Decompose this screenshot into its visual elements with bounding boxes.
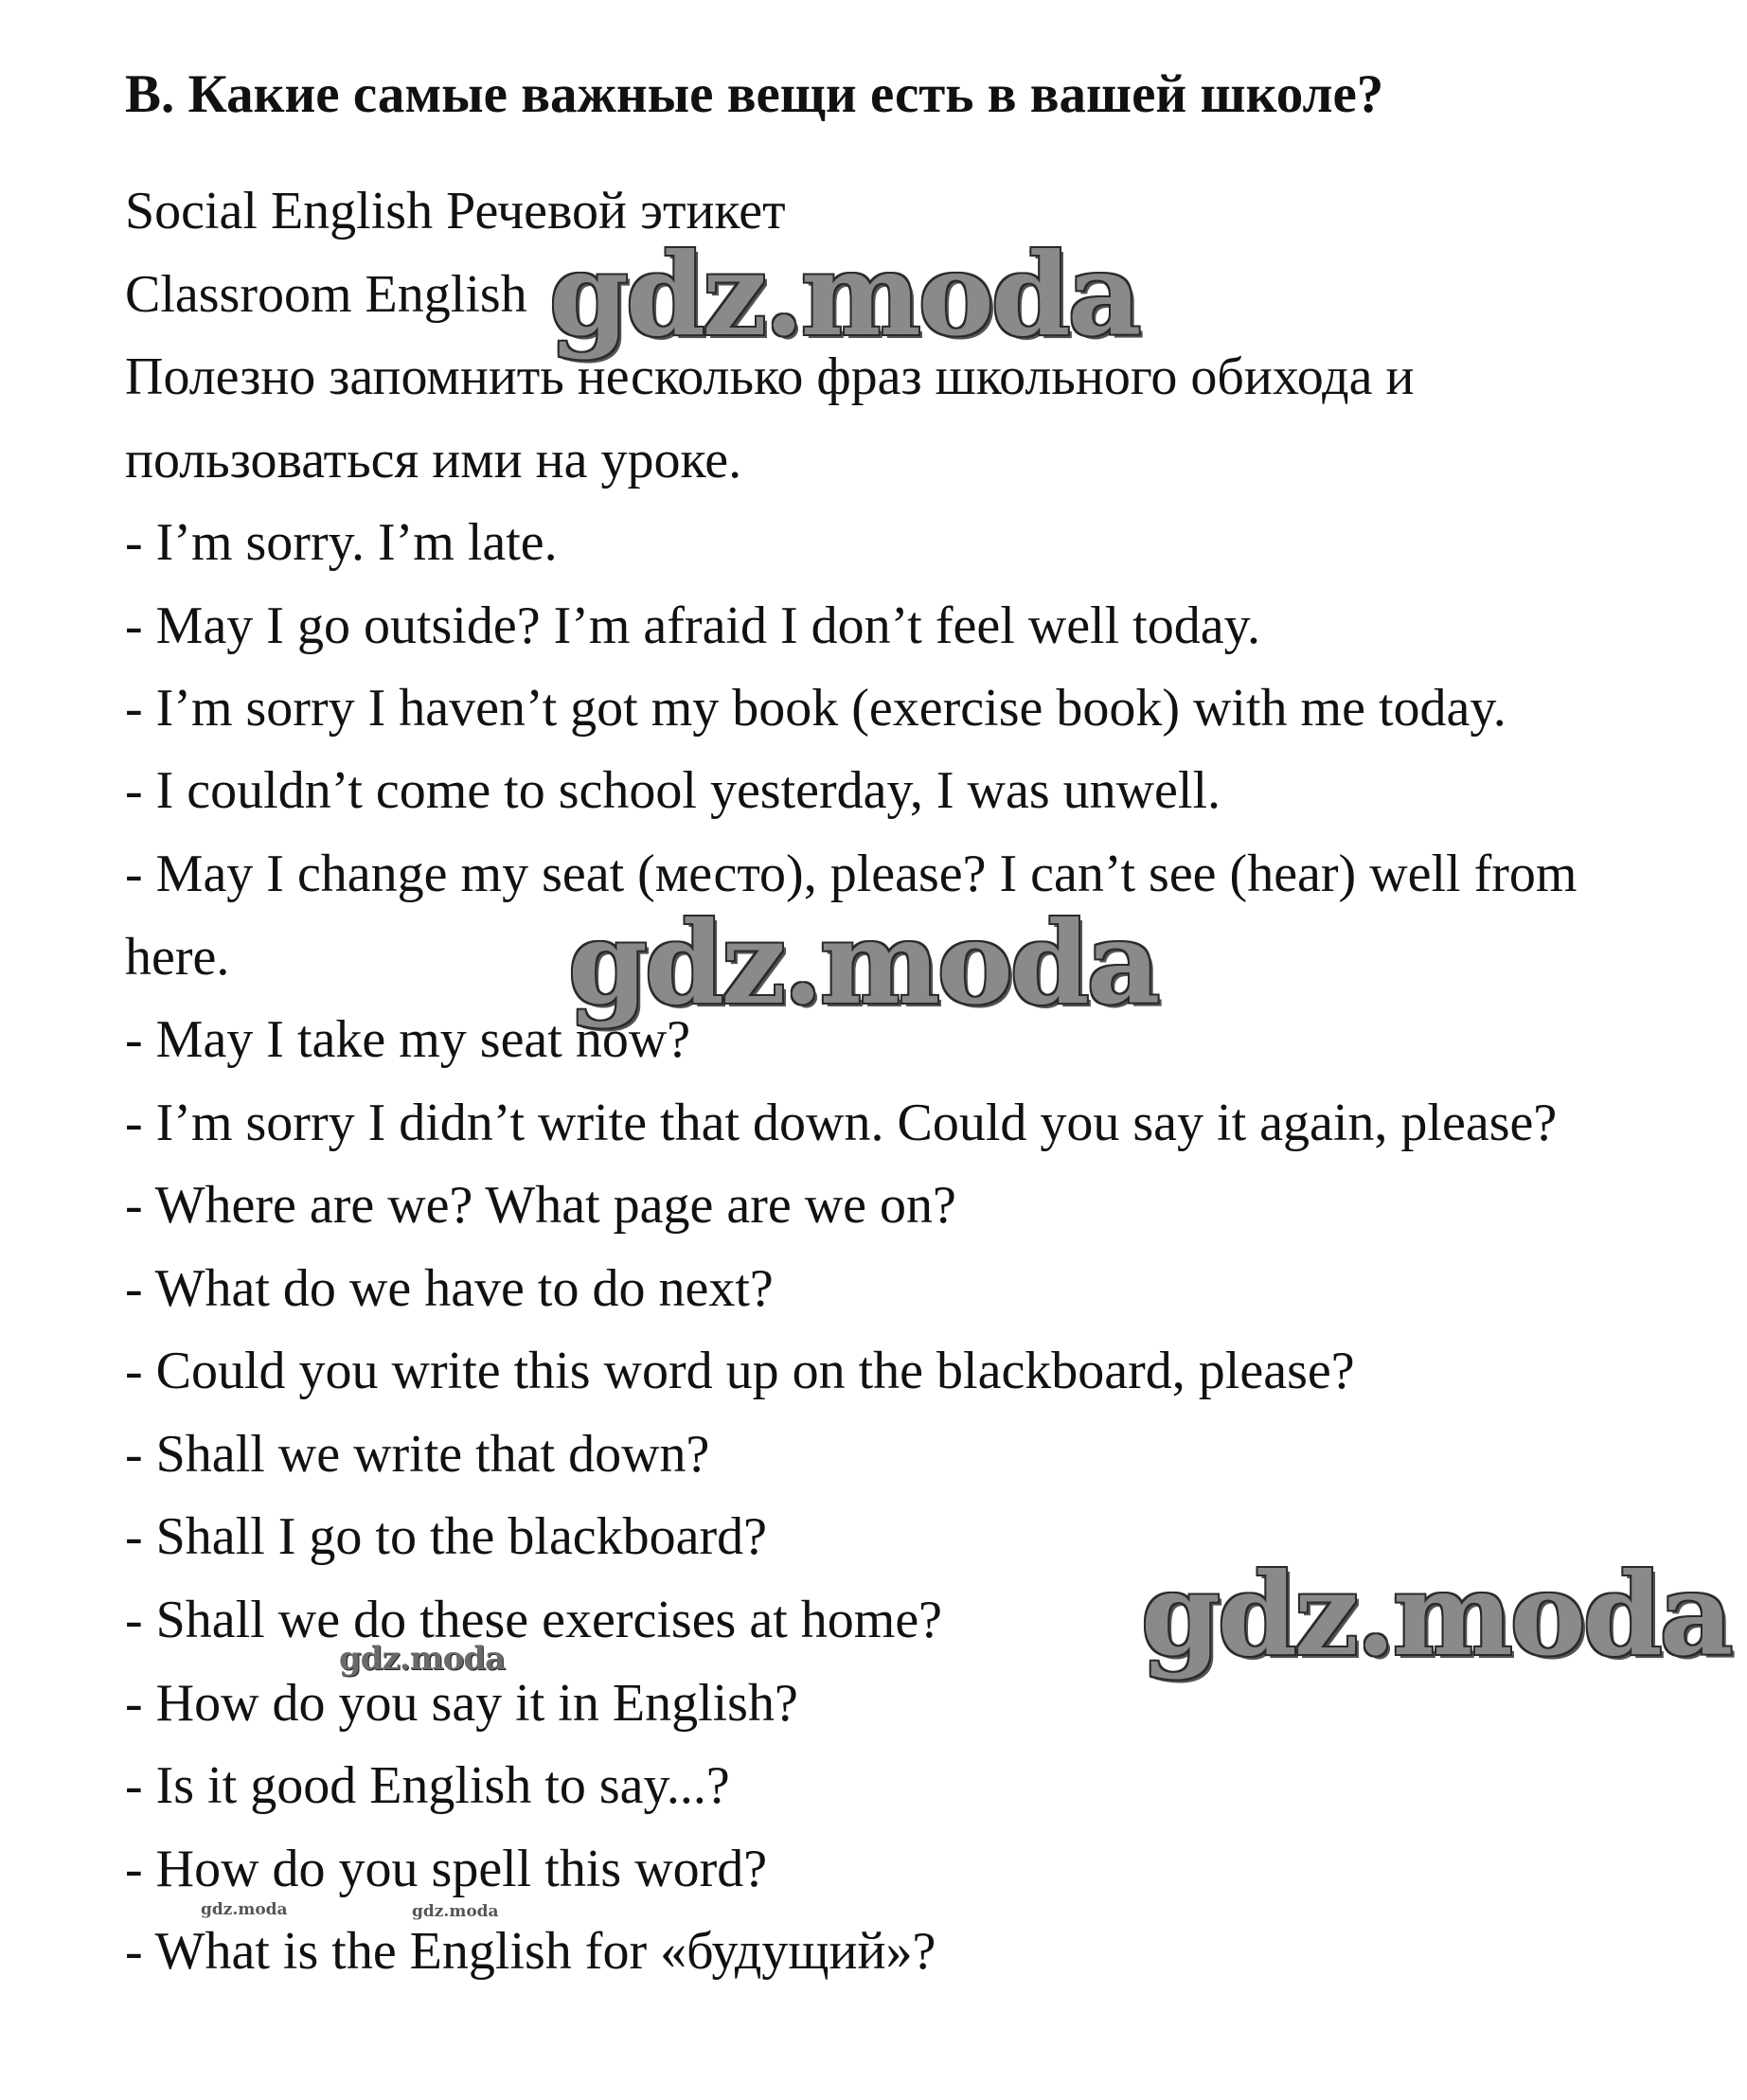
- phrase-line: - What is the English for «будущий»?: [125, 1922, 936, 1981]
- watermark-logo-small: gdz.moda: [339, 1640, 506, 1678]
- phrase-line: - May I take my seat now?: [125, 1010, 691, 1069]
- phrase-line: - Could you write this word up on the blackboard, please?: [125, 1342, 1355, 1400]
- phrase-line: - May I go outside? I’m afraid I don’t feel well today.: [125, 596, 1260, 655]
- phrase-line: - Shall I go to the blackboard?: [125, 1507, 768, 1566]
- text-line: Social English Речевой этикет: [125, 182, 786, 240]
- watermark-logo: gdz.moda: [568, 897, 1158, 1030]
- phrase-line: - Is it good English to say...?: [125, 1756, 730, 1815]
- text-line: Полезно запомнить несколько фраз школьного обихода и: [125, 347, 1415, 406]
- phrase-line: - What do we have to do next?: [125, 1259, 774, 1318]
- text-line: Classroom English: [125, 265, 527, 324]
- watermark-logo-tiny: gdz.moda: [412, 1902, 499, 1921]
- phrase-line-continuation: here.: [125, 928, 230, 987]
- phrase-line: - I’m sorry. I’m late.: [125, 513, 558, 572]
- phrase-line: - Shall we do these exercises at home?: [125, 1591, 943, 1649]
- phrase-line: - Where are we? What page are we on?: [125, 1176, 956, 1235]
- phrase-line: - I’m sorry I didn’t write that down. Could you say it again, please?: [125, 1094, 1558, 1152]
- phrase-line: - How do you say it in English?: [125, 1674, 798, 1733]
- text-line: пользоваться ими на уроке.: [125, 431, 742, 489]
- section-heading: B. Какие самые важные вещи есть в вашей школе?: [125, 64, 1384, 124]
- watermark-logo: gdz.moda: [549, 228, 1139, 362]
- phrase-line: - Shall we write that down?: [125, 1425, 710, 1484]
- watermark-logo-tiny: gdz.moda: [201, 1900, 288, 1919]
- phrase-line: - I’m sorry I haven’t got my book (exercise book) with me today.: [125, 679, 1506, 738]
- watermark-logo: gdz.moda: [1141, 1548, 1731, 1682]
- phrase-line: - I couldn’t come to school yesterday, I was unwell.: [125, 761, 1221, 820]
- phrase-line: - May I change my seat (место), please? I can’t see (hear) well from: [125, 845, 1578, 903]
- phrase-line: - How do you spell this word?: [125, 1840, 768, 1898]
